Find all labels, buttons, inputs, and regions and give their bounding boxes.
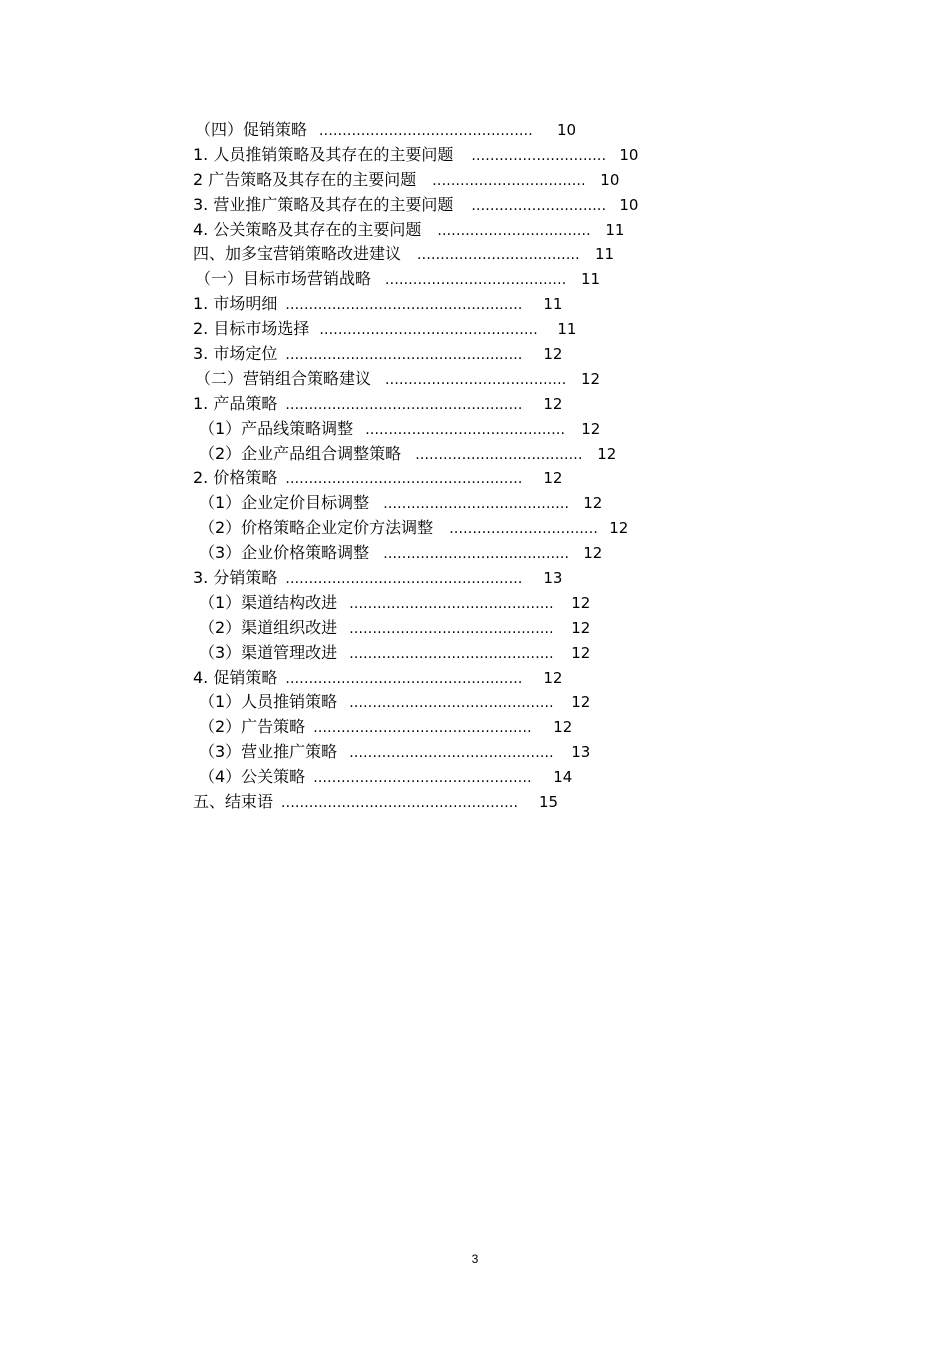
toc-leader-dots: .............................................. bbox=[319, 123, 533, 139]
toc-leader-dots: ................................................... bbox=[285, 571, 523, 588]
toc-entry[interactable] bbox=[193, 641, 713, 666]
toc-leader-dots: ............................................ bbox=[349, 595, 554, 612]
toc-entry-title: （一）目标市场营销战略 bbox=[195, 269, 372, 289]
toc-leader-dots: ................................................... bbox=[281, 795, 519, 812]
toc-entry[interactable] bbox=[193, 740, 713, 765]
toc-entry[interactable] bbox=[193, 566, 713, 591]
toc-leader-dots: ....................................... bbox=[385, 272, 567, 289]
toc-leader-dots: ............................................... bbox=[313, 770, 532, 787]
toc-entry[interactable] bbox=[193, 690, 713, 715]
toc-leader-dots: ............................................ bbox=[349, 645, 554, 662]
toc-entry-page: 12 bbox=[581, 419, 601, 438]
toc-entry-page: 10 bbox=[557, 121, 577, 139]
page-number: 3 bbox=[471, 1252, 479, 1266]
toc-leader-dots: ............................. bbox=[471, 197, 607, 214]
toc-entry-page: 13 bbox=[543, 569, 563, 588]
toc-leader-dots: ....................................... bbox=[385, 371, 567, 388]
toc-entry-title: 2. 价格策略 bbox=[193, 468, 278, 488]
toc-entry-page: 11 bbox=[557, 320, 577, 339]
toc-entry-page: 12 bbox=[571, 618, 591, 637]
toc-entry[interactable] bbox=[193, 765, 713, 790]
toc-entry[interactable] bbox=[193, 616, 713, 641]
toc-leader-dots: ................................. bbox=[432, 172, 586, 189]
toc-entry-page: 12 bbox=[543, 469, 563, 488]
toc-entry[interactable] bbox=[193, 317, 713, 342]
toc-entry[interactable] bbox=[193, 143, 713, 168]
toc-entry[interactable] bbox=[193, 118, 713, 143]
toc-entry-page: 10 bbox=[619, 195, 639, 214]
toc-entry[interactable] bbox=[193, 666, 713, 691]
toc-entry-page: 12 bbox=[571, 693, 591, 712]
toc-entry-page: 15 bbox=[539, 793, 559, 812]
toc-entry-title: 4. 促销策略 bbox=[193, 667, 278, 687]
toc-leader-dots: ................................................... bbox=[285, 396, 523, 413]
toc-entry-title: 4. 公关策略及其存在的主要问题 bbox=[193, 219, 422, 239]
toc-entry-title: 1. 人员推销策略及其存在的主要问题 bbox=[193, 144, 454, 164]
toc-entry-title: （2）渠道组织改进 bbox=[199, 617, 338, 637]
toc-entry[interactable] bbox=[193, 267, 713, 292]
toc-entry-title: （1）产品线策略调整 bbox=[199, 418, 354, 438]
toc-leader-dots: ................................ bbox=[449, 521, 598, 538]
toc-entry[interactable] bbox=[193, 292, 713, 317]
toc-leader-dots: ................................................... bbox=[285, 670, 523, 687]
toc-entry-title: 2. 目标市场选择 bbox=[193, 319, 310, 339]
toc-entry-title: （1）人员推销策略 bbox=[199, 692, 338, 712]
toc-entry-page: 12 bbox=[543, 394, 563, 413]
toc-entry[interactable] bbox=[193, 342, 713, 367]
toc-entry-title: （2）企业产品组合调整策略 bbox=[199, 443, 402, 463]
toc-entry-page: 12 bbox=[597, 444, 617, 463]
toc-entry-page: 12 bbox=[583, 544, 603, 563]
toc-entry-title: （3）企业价格策略调整 bbox=[199, 543, 370, 563]
toc-entry-title: 3. 市场定位 bbox=[193, 344, 278, 364]
toc-leader-dots: ................................................... bbox=[285, 347, 523, 364]
toc-leader-dots: ................................... bbox=[417, 247, 580, 264]
toc-leader-dots: ................................................... bbox=[285, 471, 523, 488]
toc-entry-page: 11 bbox=[581, 270, 601, 289]
toc-entry[interactable] bbox=[193, 392, 713, 417]
toc-entry-title: 3. 营业推广策略及其存在的主要问题 bbox=[193, 194, 454, 214]
toc-entry-title: 四、加多宝营销策略改进建议 bbox=[193, 244, 402, 264]
toc-entry-page: 12 bbox=[553, 718, 573, 737]
toc-entry[interactable] bbox=[193, 591, 713, 616]
toc-entry-title: （2）价格策略企业定价方法调整 bbox=[199, 518, 434, 538]
toc-entry-page: 12 bbox=[581, 369, 601, 388]
toc-entry[interactable] bbox=[193, 218, 713, 243]
toc-entry[interactable] bbox=[193, 466, 713, 491]
toc-entry-title: （1）渠道结构改进 bbox=[199, 592, 338, 612]
toc-entry-title: （2）广告策略 bbox=[199, 717, 306, 737]
toc-entry-page: 11 bbox=[543, 295, 563, 314]
toc-entry[interactable] bbox=[193, 516, 713, 541]
toc-entry-page: 14 bbox=[553, 768, 573, 787]
toc-entry-title: （4）公关策略 bbox=[199, 767, 306, 787]
toc-entry[interactable] bbox=[193, 417, 713, 442]
toc-entry-title: （3）营业推广策略 bbox=[199, 742, 338, 762]
toc-leader-dots: ............................. bbox=[471, 147, 607, 164]
toc-entry-title: （二）营销组合策略建议 bbox=[195, 368, 372, 388]
toc-leader-dots: ............................................ bbox=[349, 620, 554, 637]
toc-leader-dots: ............................................... bbox=[319, 322, 538, 339]
toc-leader-dots: ................................................... bbox=[285, 297, 523, 314]
toc-entry-page: 13 bbox=[571, 743, 591, 762]
toc-entry-title: 1. 市场明细 bbox=[193, 294, 278, 314]
toc-entry-page: 12 bbox=[543, 668, 563, 687]
toc-entry-title: （四）促销策略 bbox=[195, 120, 308, 139]
toc-entry[interactable] bbox=[193, 491, 713, 516]
toc-leader-dots: ............................................... bbox=[313, 720, 532, 737]
toc-entry-page: 12 bbox=[543, 345, 563, 364]
toc-entry-title: 2 广告策略及其存在的主要问题 bbox=[193, 169, 417, 189]
toc-leader-dots: ............................................ bbox=[349, 695, 554, 712]
toc-entry-title: 3. 分销策略 bbox=[193, 568, 278, 588]
toc-leader-dots: ........................................ bbox=[383, 546, 570, 563]
toc-entry-page: 12 bbox=[609, 519, 629, 538]
toc-entry[interactable] bbox=[193, 242, 713, 267]
toc-leader-dots: ................................. bbox=[437, 222, 591, 239]
toc-entry-page: 12 bbox=[571, 643, 591, 662]
toc-entry[interactable] bbox=[193, 193, 713, 218]
toc-entry[interactable] bbox=[193, 541, 713, 566]
toc-entry-title: 五、结束语 bbox=[193, 792, 274, 812]
toc-leader-dots: .................................... bbox=[415, 446, 583, 463]
toc-entry[interactable] bbox=[193, 367, 713, 392]
toc-entry[interactable] bbox=[193, 790, 713, 815]
toc-entry-page: 10 bbox=[619, 145, 639, 164]
table-of-contents bbox=[193, 118, 713, 815]
toc-entry-title: （1）企业定价目标调整 bbox=[199, 493, 370, 513]
toc-entry-title: （3）渠道管理改进 bbox=[199, 642, 338, 662]
toc-entry-page: 12 bbox=[571, 593, 591, 612]
toc-entry-page: 10 bbox=[600, 170, 620, 189]
toc-entry-page: 11 bbox=[605, 220, 625, 239]
toc-leader-dots: ........................................ bbox=[383, 496, 570, 513]
toc-entry-title: 1. 产品策略 bbox=[193, 393, 278, 413]
toc-leader-dots: ............................................ bbox=[349, 745, 554, 762]
toc-leader-dots: ........................................... bbox=[365, 421, 566, 438]
toc-entry-page: 12 bbox=[583, 494, 603, 513]
toc-entry[interactable] bbox=[193, 715, 713, 740]
toc-entry-page: 11 bbox=[595, 245, 615, 264]
toc-entry[interactable] bbox=[193, 168, 713, 193]
toc-entry[interactable] bbox=[193, 442, 713, 467]
